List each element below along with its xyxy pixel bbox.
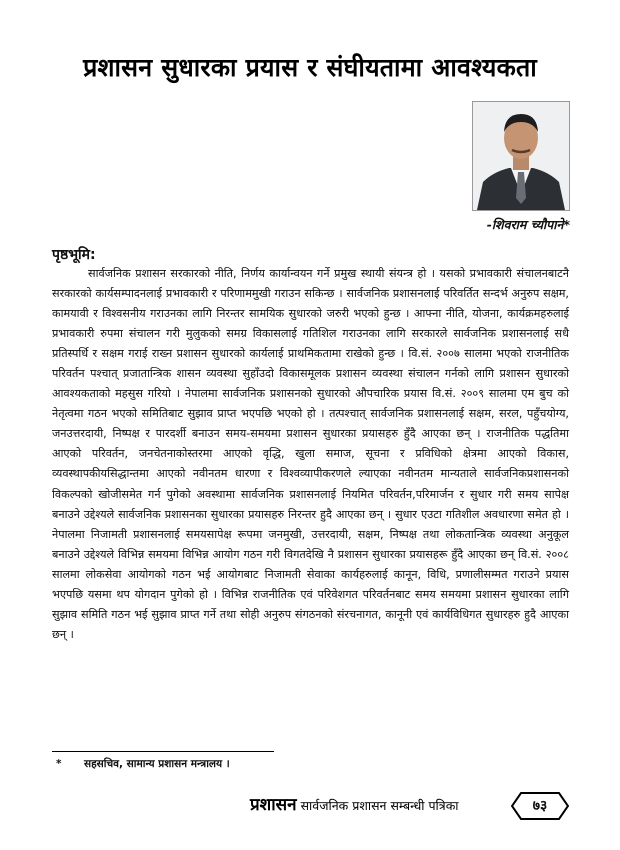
footnote xyxy=(56,757,230,771)
page-footer xyxy=(250,792,459,822)
body-paragraph: सार्वजनिक प्रशासन सरकारको नीति, निर्णय कार्यान्वयन गर्ने प्रमुख स्थायी संयन्त्र हो । यसको प्रभावकारी संचालनबाटनै सरकारको कार्यसम्पादनलाई प्रभावकारी र परिणाममुखी गराउन सकिन्छ । सार्वजनिक प्रशासनलाई परिवर्तित सन्दर्भ अनुरुप सक्षम, कामयावी र विश्वसनीय गराउनका लागि निरन्तर सामयिक सुधारको जरुरी भएको हुन्छ । आफ्ना नीति, योजना, कार्यक्रमहरुलाई प्रभावकारी रुपमा संचालन गरी मुलुकको समग्र विकासलाई गतिशिल गराउनका लागि सरकारले सार्वजनिक प्रशासनलाई सधै प्रतिस्पर्धि र सक्षम गराई राख्न प्रशासन सुधारको कार्यलाई प्राथमिकतामा राखेको हुन्छ । वि.सं. २००७ सालमा भएको राजनीतिक परिवर्तन पश्चात् प्रजातान्त्रिक शासन व्यवस्था सुहाँउदो विकासमूलक प्रशासन व्यवस्था संचालन गर्नको लागि प्रशासन सुधारको आवश्यकताको महसुस गरियो । नेपालमा सार्वजनिक प्रशासनको सुधारको औपचारिक प्रयास वि.सं. २००९ सालमा एम बुच को नेतृत्वमा गठन भएको समितिबाट सुझाव प्राप्त भएपछि भएको हो । तत्पश्चात् सार्वजनिक प्रशासनलाई सक्षम, सरल, पहुँचयोग्य, जनउत्तरदायी, निष्पक्ष र पारदर्शी बनाउन समय-समयमा प्रशासन सुधारका प्रयासहरु हुँदै आएका छन् । राजनीतिक पद्धतिमा आएको परिवर्तन, जनचेतनाकोस्तरमा आएको वृद्धि, खुला समाज, सूचना र प्रविधिको क्षेत्रमा आएको विकास, व्यवस्थापकीयसिद्धान्तमा आएको नवीनतम धारणा र विश्वव्यापीकरणले ल्याएका नवीनतम मान्यताले सार्वजनिकप्रशासनको विकल्पको खोजीसमेत गर्न पुगेको अवस्थामा सार्वजनिक प्रशासनलाई नियमित परिवर्तन,परिमार्जन र सुधार गरी समय सापेक्ष बनाउने उद्देश्यले सार्वजनिक प्रशासनका सुधारका प्रयासहरु निरन्तर हुदै आएका छन् । सुधार एउटा गतिशील अवधारणा समेत हो । नेपालमा निजामती प्रशासनलाई समयसापेक्ष रूपमा जनमुखी, उत्तरदायी, सक्षम, निष्पक्ष तथा लोकतान्त्रिक व्यवस्था अनुकूल बनाउने उद्देश्यले विभिन्न समयमा विभिन्न आयोग गठन गरी विगतदेखि नै प्रशासन सुधारका प्रयासहरू हुँदै आएका छन् वि.सं. २००८ सालमा लोकसेवा आयोगको गठन भई आयोगबाट निजामती सेवाका कार्यहरुलाई कानून, विधि, प्रणालीसम्मत गराउने प्रयास भएपछि यसमा थप योगदान पुगेको हो । विभिन्न राजनीतिक एवं परिवेशगत परिवर्तनबाट समय समयमा प्रशासन सुधारका लागि सुझाव समिति गठन भई सुझाव प्राप्त गर्ने तथा सोही अनुरुप संगठनको संरचनागत, कानूनी एवं कार्यविधिगत सुधारहरु हुदै आएका छन् । xyxy=(52,267,569,641)
footnote-mark: * xyxy=(56,758,62,770)
footer-subtitle: सार्वजनिक प्रशासन सम्बन्धी पत्रिका xyxy=(300,798,459,813)
page-number-badge xyxy=(511,792,569,820)
footnote-text: सहसचिव, सामान्य प्रशासन मन्त्रालय । xyxy=(84,758,230,770)
page-number: ७३ xyxy=(532,798,548,814)
article-title: प्रशासन सुधारका प्रयास र संघीयतामा आवश्यकता xyxy=(83,53,537,82)
author-portrait-image xyxy=(473,102,569,210)
footnote-divider xyxy=(52,751,274,752)
author-name: -शिवराम च्यौपाने* xyxy=(486,217,570,232)
footer-brand: प्रशासन xyxy=(250,795,297,815)
author-photo xyxy=(472,101,570,211)
section-heading: पृष्ठभूमि: xyxy=(52,247,96,263)
